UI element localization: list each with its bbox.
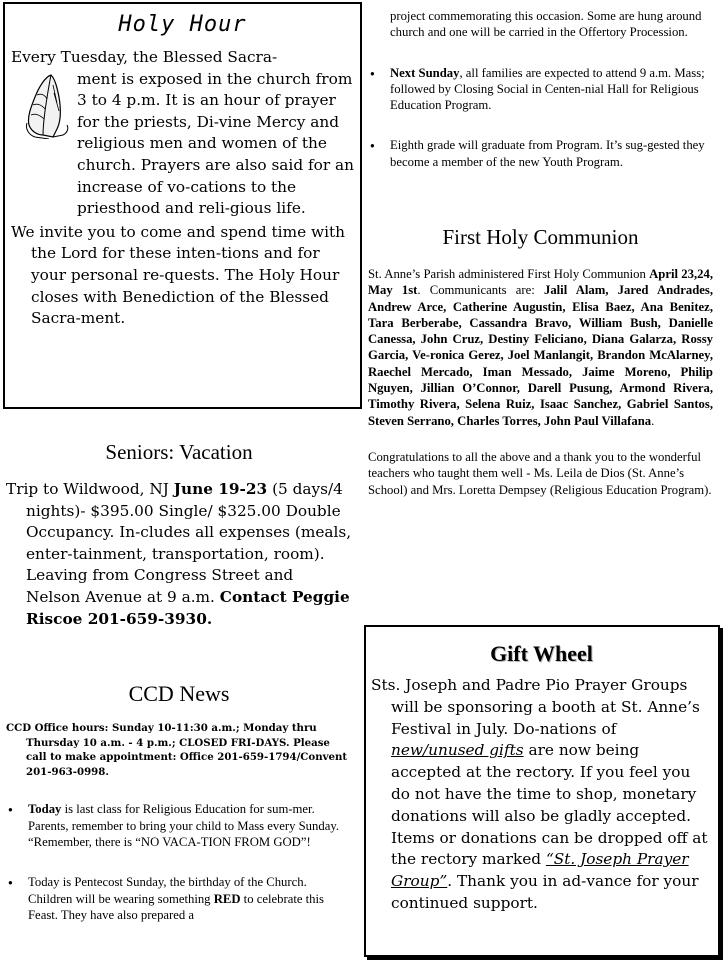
today-label: Today [28,802,62,817]
ccd-title: CCD News [128,681,230,706]
today-text: is last class for Religious Education for sum-mer. Parents, remember to bring your child to Mass every Sunday. “Remember, there is “NO VACA-TION FROM GOD”! [28,802,340,849]
ccd-section [6,681,352,923]
communion-thanks: Congratulations to all the above and a thank you to the wonderful teachers who taught them well - Ms. Leila de Dios (St. Anne’s School) and Mrs. Loretta Dempsey (Religious Education Program). [368,449,712,497]
communion-end: . [651,413,655,428]
ccd-continued [368,8,710,170]
holy-hour-first-line: Every Tuesday, the Blessed Sacra- [11,48,278,66]
gift-wheel-body [371,675,712,915]
holy-hour-box [3,2,362,409]
list-item [6,874,352,923]
gift-wheel-title: Gift Wheel [490,641,593,666]
gift-text-3: . Thank you in ad-vance for your continued support. [391,872,699,912]
communion-section [368,225,713,498]
gift-wheel-box [364,625,720,957]
ccd-office-hours: CCD Office hours: Sunday 10-11:30 a.m.; Monday thru Thursday 10 a.m. - 4 p.m.; CLOSED FRI-DAYS. Please call to make appointment: Office 201-659-1794/Convent 201-963-0998. [6,722,348,778]
list-item [6,801,352,850]
list-item: ● Eighth grade will graduate from Program. It’s sug-gested they become a member of the new Youth Program. [368,137,710,170]
pentecost-text: Today is Pentecost Sunday, the birthday of the Church. Children will be wearing something [28,875,307,906]
communion-mid: . Communicants are: [417,283,544,298]
seniors-dates: June 19-23 [173,480,268,498]
pentecost-text-end: to celebrate this Feast. They have also prepared a [28,891,324,922]
seniors-contact: Contact Peggie Riscoe 201-659-3930. [26,587,350,628]
holy-hour-paragraph-1 [11,47,354,220]
seniors-body [6,479,352,630]
gift-text-1: Sts. Joseph and Padre Pio Prayer Groups will be sponsoring a booth at St. Anne’s Festival in July. Do-nations of [371,676,700,738]
new-unused-gifts: new/unused gifts [391,741,524,760]
holy-hour-paragraph-2: We invite you to come and spend time with the Lord for these inten-tions and for your personal re-quests. The Holy Hour closes with Benediction of the Blessed Sacra-ment. [11,222,345,328]
communicant-names: Jalil Alam, Jared Andrades, Andrew Arce, Catherine Augustin, Elisa Baez, Ana Benitez, Tara Berberabe, Cassandra Bravo, William Bush, Danielle Canessa, John Cruz, Destiny Feliciano, Diana Galarza, Rossy Garcia, Ve-ronica Gerez, Joel Manlangit, Brandon McAlarney, Raechel Mercado, Iman Messado, Jaime Moreno, Philip Nguyen, Jillian O’Connor, Darell Pusung, Armond Rivera, Timothy Rivera, Selena Ruiz, Isaac Sanchez, Gabriel Santos, Steven Serrano, Charles Torres, John Paul Villafana [368,283,714,428]
seniors-text-2: (5 days/4 nights)- $395.00 Single/ $325.00 Double Occupancy. In-cludes all expenses (meals, enter-tainment, transportation, room). Leaving from Congress Street and Nelson Avenue at 9 a.m. [26,480,352,606]
communion-title: First Holy Communion [442,225,639,249]
continued-text: project commemorating this occasion. Some are hung around church and one will be carried in the Offertory Procession. [390,9,702,40]
holy-hour-body: ment is exposed in the church from 3 to 4 p.m. It is an hour of prayer for the priests, Di-vine Mercy and religious men and women of the church. Prayers are also said for an increase of vo-cations to the priesthood and reli-gious life. [77,69,354,218]
communion-body [368,266,713,429]
communion-dates: April 23,24, May 1st [368,267,713,298]
ccd-bullets [6,801,352,923]
gift-text-2: are now being accepted at the rectory. If you feel you do not have the time to shop, monetary donations will also be gladly accepted. Items or donations can be dropped off at the rectory marked [391,741,708,869]
next-sunday-text: , all families are expected to attend 9 a.m. Mass; followed by Closing Social in Centen-nial Hall for Religious Education Program. [390,65,705,113]
next-sunday-label: Next Sunday [390,65,460,80]
seniors-title: Seniors: Vacation [105,440,253,464]
list-item [368,65,710,114]
prayer-group-label: “St. Joseph Prayer Group” [391,850,689,891]
seniors-text-1: Trip to Wildwood, NJ [6,480,174,498]
holy-hour-title: Holy Hour [118,12,247,37]
seniors-section [6,440,352,630]
right-bullets [368,65,710,170]
red-label: RED [213,891,241,906]
communion-intro: St. Anne’s Parish administered First Holy Communion [368,267,650,281]
